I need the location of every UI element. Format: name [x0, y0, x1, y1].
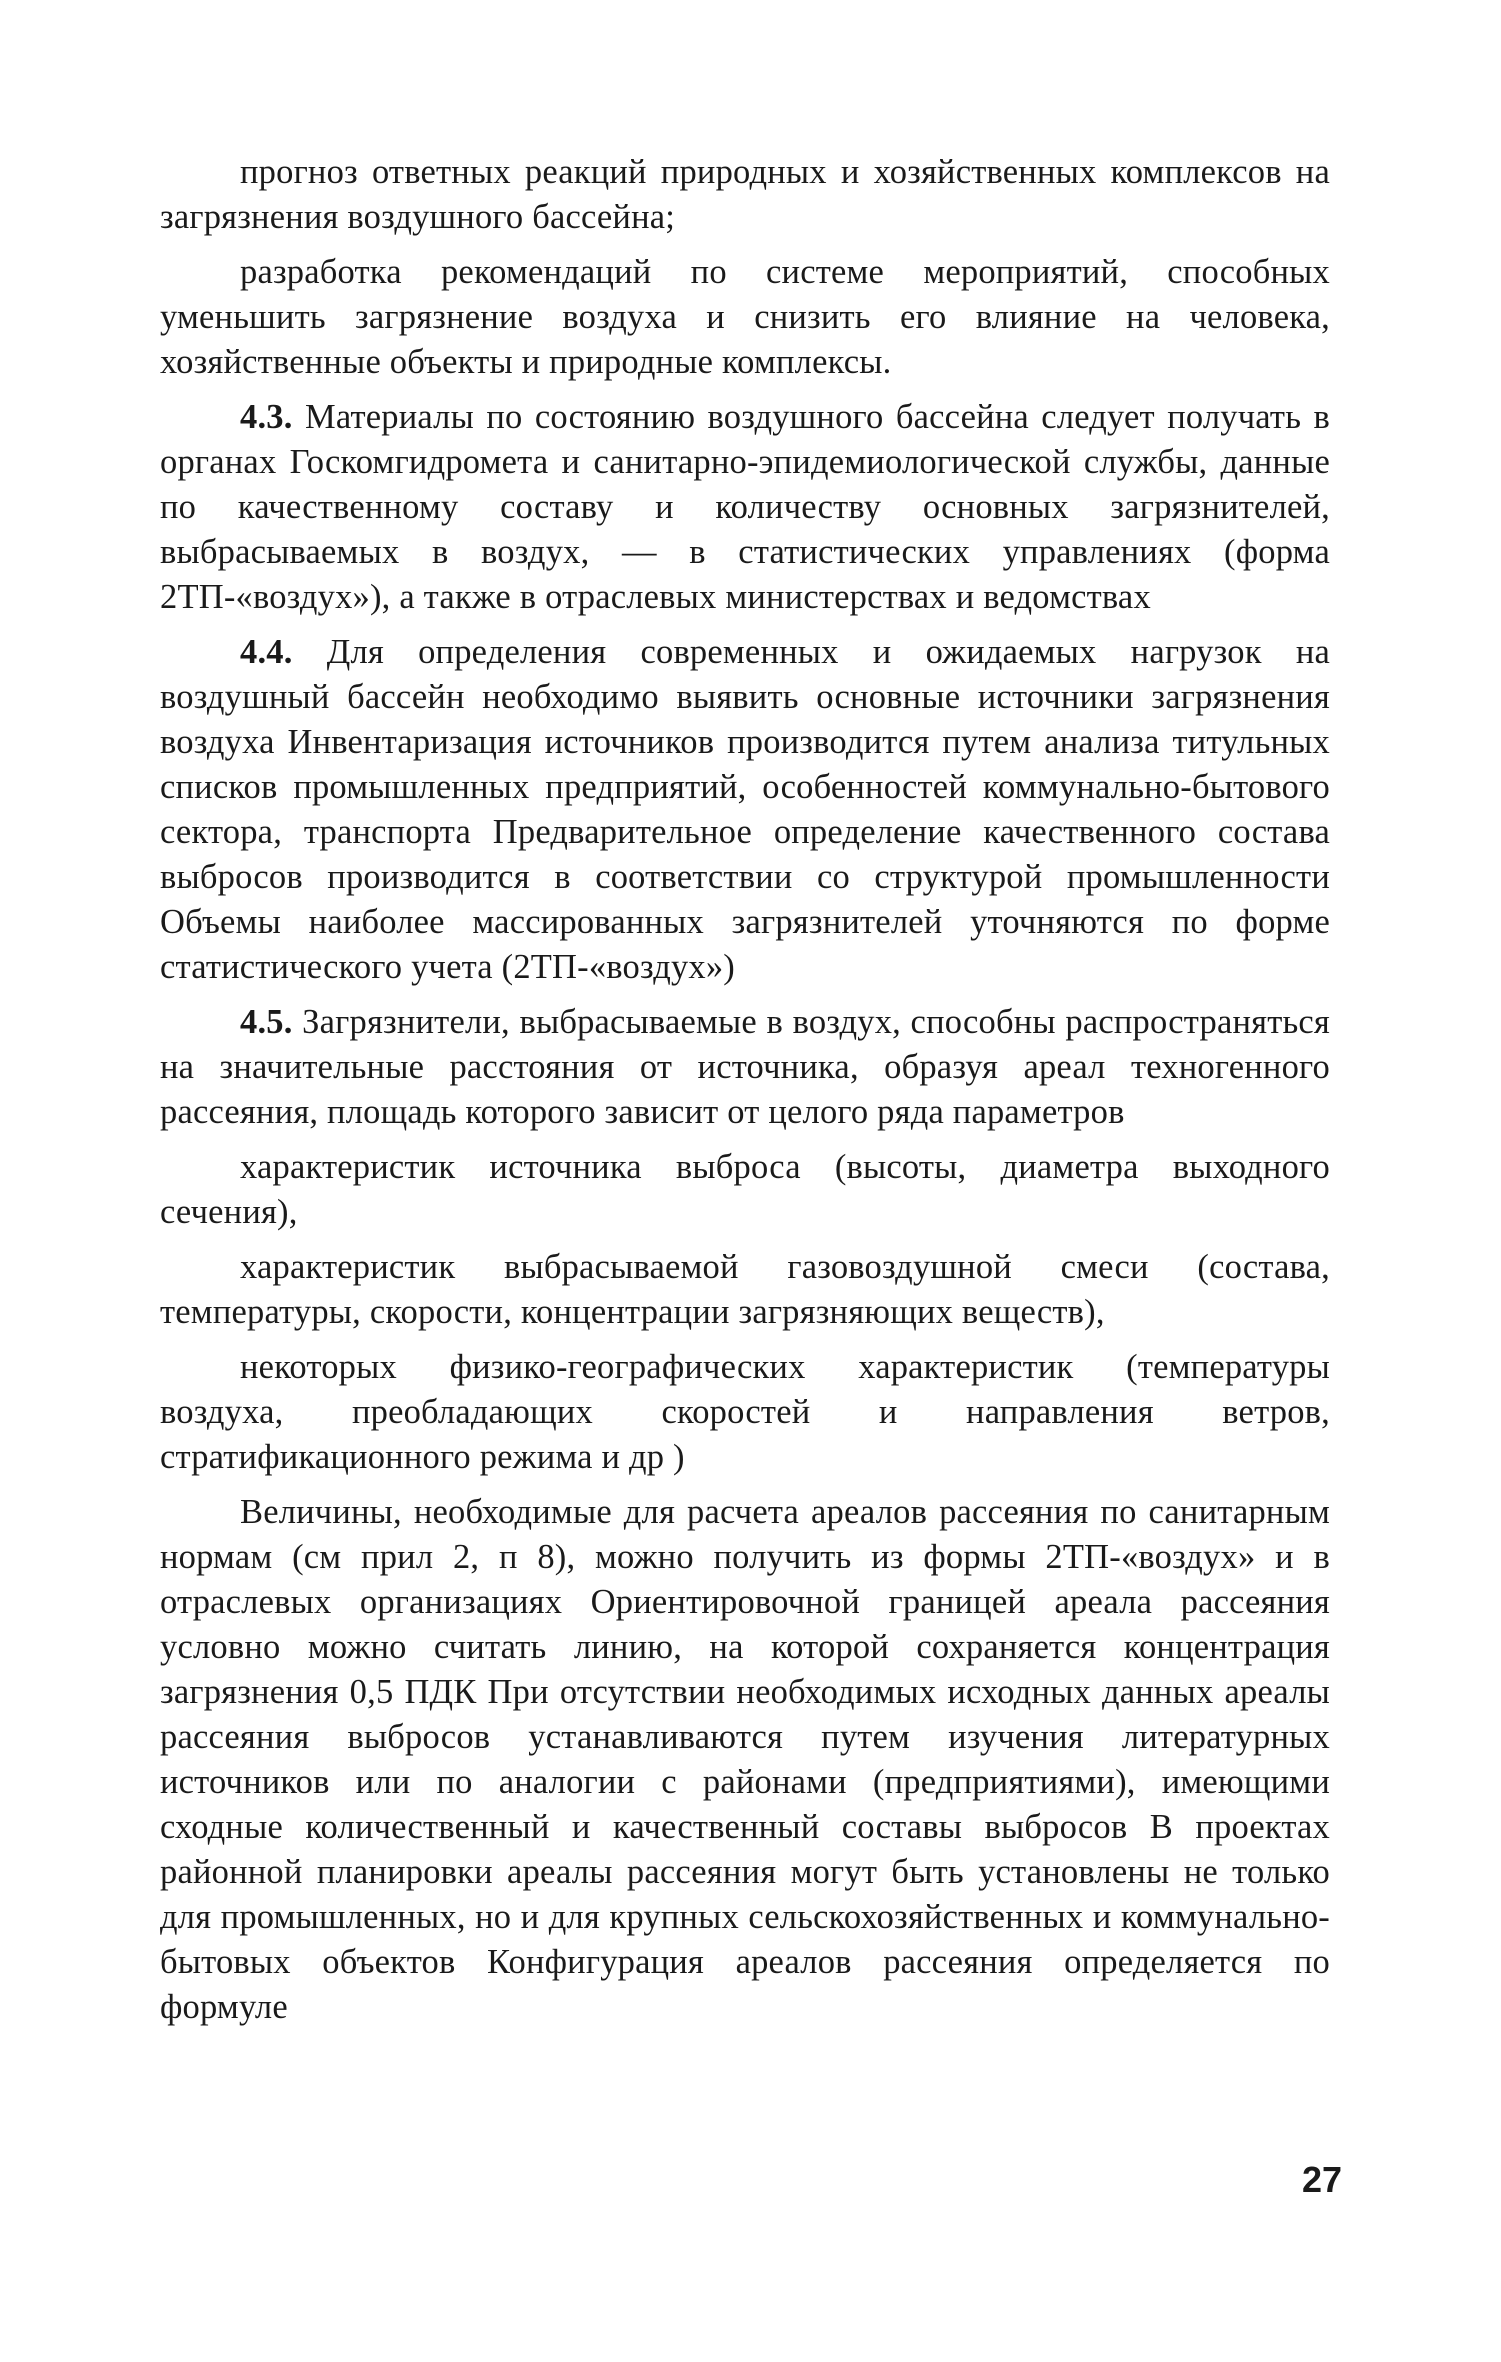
section-4-4 [160, 630, 1330, 990]
paragraph-text: характеристик выбрасываемой газовоздушной смеси (состава, температуры, скорости, концентрации загрязняющих веществ), [160, 1248, 1330, 1331]
paragraph-text: некоторых физико-географических характеристик (температуры воздуха, преобладающих скоростей и направления ветров, стратификационного режима и др ) [160, 1348, 1330, 1476]
paragraph-values [160, 1490, 1330, 2030]
section-number: 4.4. [240, 633, 293, 671]
list-item-mixture [160, 1245, 1330, 1335]
section-4-3 [160, 395, 1330, 620]
paragraph-2 [160, 250, 1330, 385]
paragraph-text: Для определения современных и ожидаемых нагрузок на воздушный бассейн необходимо выявить основные источники загрязнения воздуха Инвентаризация источников производится путем анализа титульных списков промышленных предприятий, особенностей коммунально-бытового сектора, транспорта Предварительное определение качественного состава выбросов производится в соответствии со структурой промышленности Объемы наиболее массированных загрязнителей уточняются по форме статистического учета (2ТП-«воздух») [160, 633, 1331, 986]
paragraph-text: разработка рекомендаций по системе мероприятий, способных уменьшить загрязнение воздуха и снизить его влияние на человека, хозяйственные объекты и природные комплексы. [160, 253, 1330, 381]
list-item-geography [160, 1345, 1330, 1480]
paragraph-1 [160, 150, 1330, 240]
paragraph-text: Величины, необходимые для расчета ареалов рассеяния по санитарным нормам (см прил 2, п 8), можно получить из формы 2ТП-«воздух» и в отраслевых организациях Ориентировочной границей ареала рассеяния условно можно считать линию, на которой сохраняется концентрация загрязнения 0,5 ПДК При отсутствии необходимых исходных данных ареалы рассеяния выбросов устанавливаются путем изучения литературных источников или по аналогии с районами (предприятиями), имеющими сходные количественный и качественный составы выбросов В проектах районной планировки ареалы рассеяния могут быть установлены не только для промышленных, но и для крупных сельскохозяйственных и коммунально-бытовых объектов Конфигурация ареалов рассеяния определяется по формуле [160, 1493, 1330, 2026]
section-number: 4.5. [240, 1003, 293, 1041]
section-4-5 [160, 1000, 1330, 1135]
paragraph-text: Материалы по состоянию воздушного бассейна следует получать в органах Госкомгидромета и санитарно-эпидемиологической службы, данные по качественному составу и количеству основных загрязнителей, выбрасываемых в воздух, — в статистических управлениях (форма 2ТП-«воздух»), а также в отраслевых министерствах и ведомствах [160, 398, 1330, 616]
page-body [160, 150, 1330, 2040]
paragraph-text: Загрязнители, выбрасываемые в воздух, способны распространяться на значительные расстояния от источника, образуя ареал техногенного рассеяния, площадь которого зависит от целого ряда параметров [160, 1003, 1330, 1131]
list-item-source [160, 1145, 1330, 1235]
paragraph-text: характеристик источника выброса (высоты, диаметра выходного сечения), [160, 1148, 1330, 1231]
page-number: 27 [1301, 2159, 1342, 2200]
section-number: 4.3. [240, 398, 293, 436]
paragraph-text: прогноз ответных реакций природных и хозяйственных комплексов на загрязнения воздушного бассейна; [160, 153, 1330, 236]
